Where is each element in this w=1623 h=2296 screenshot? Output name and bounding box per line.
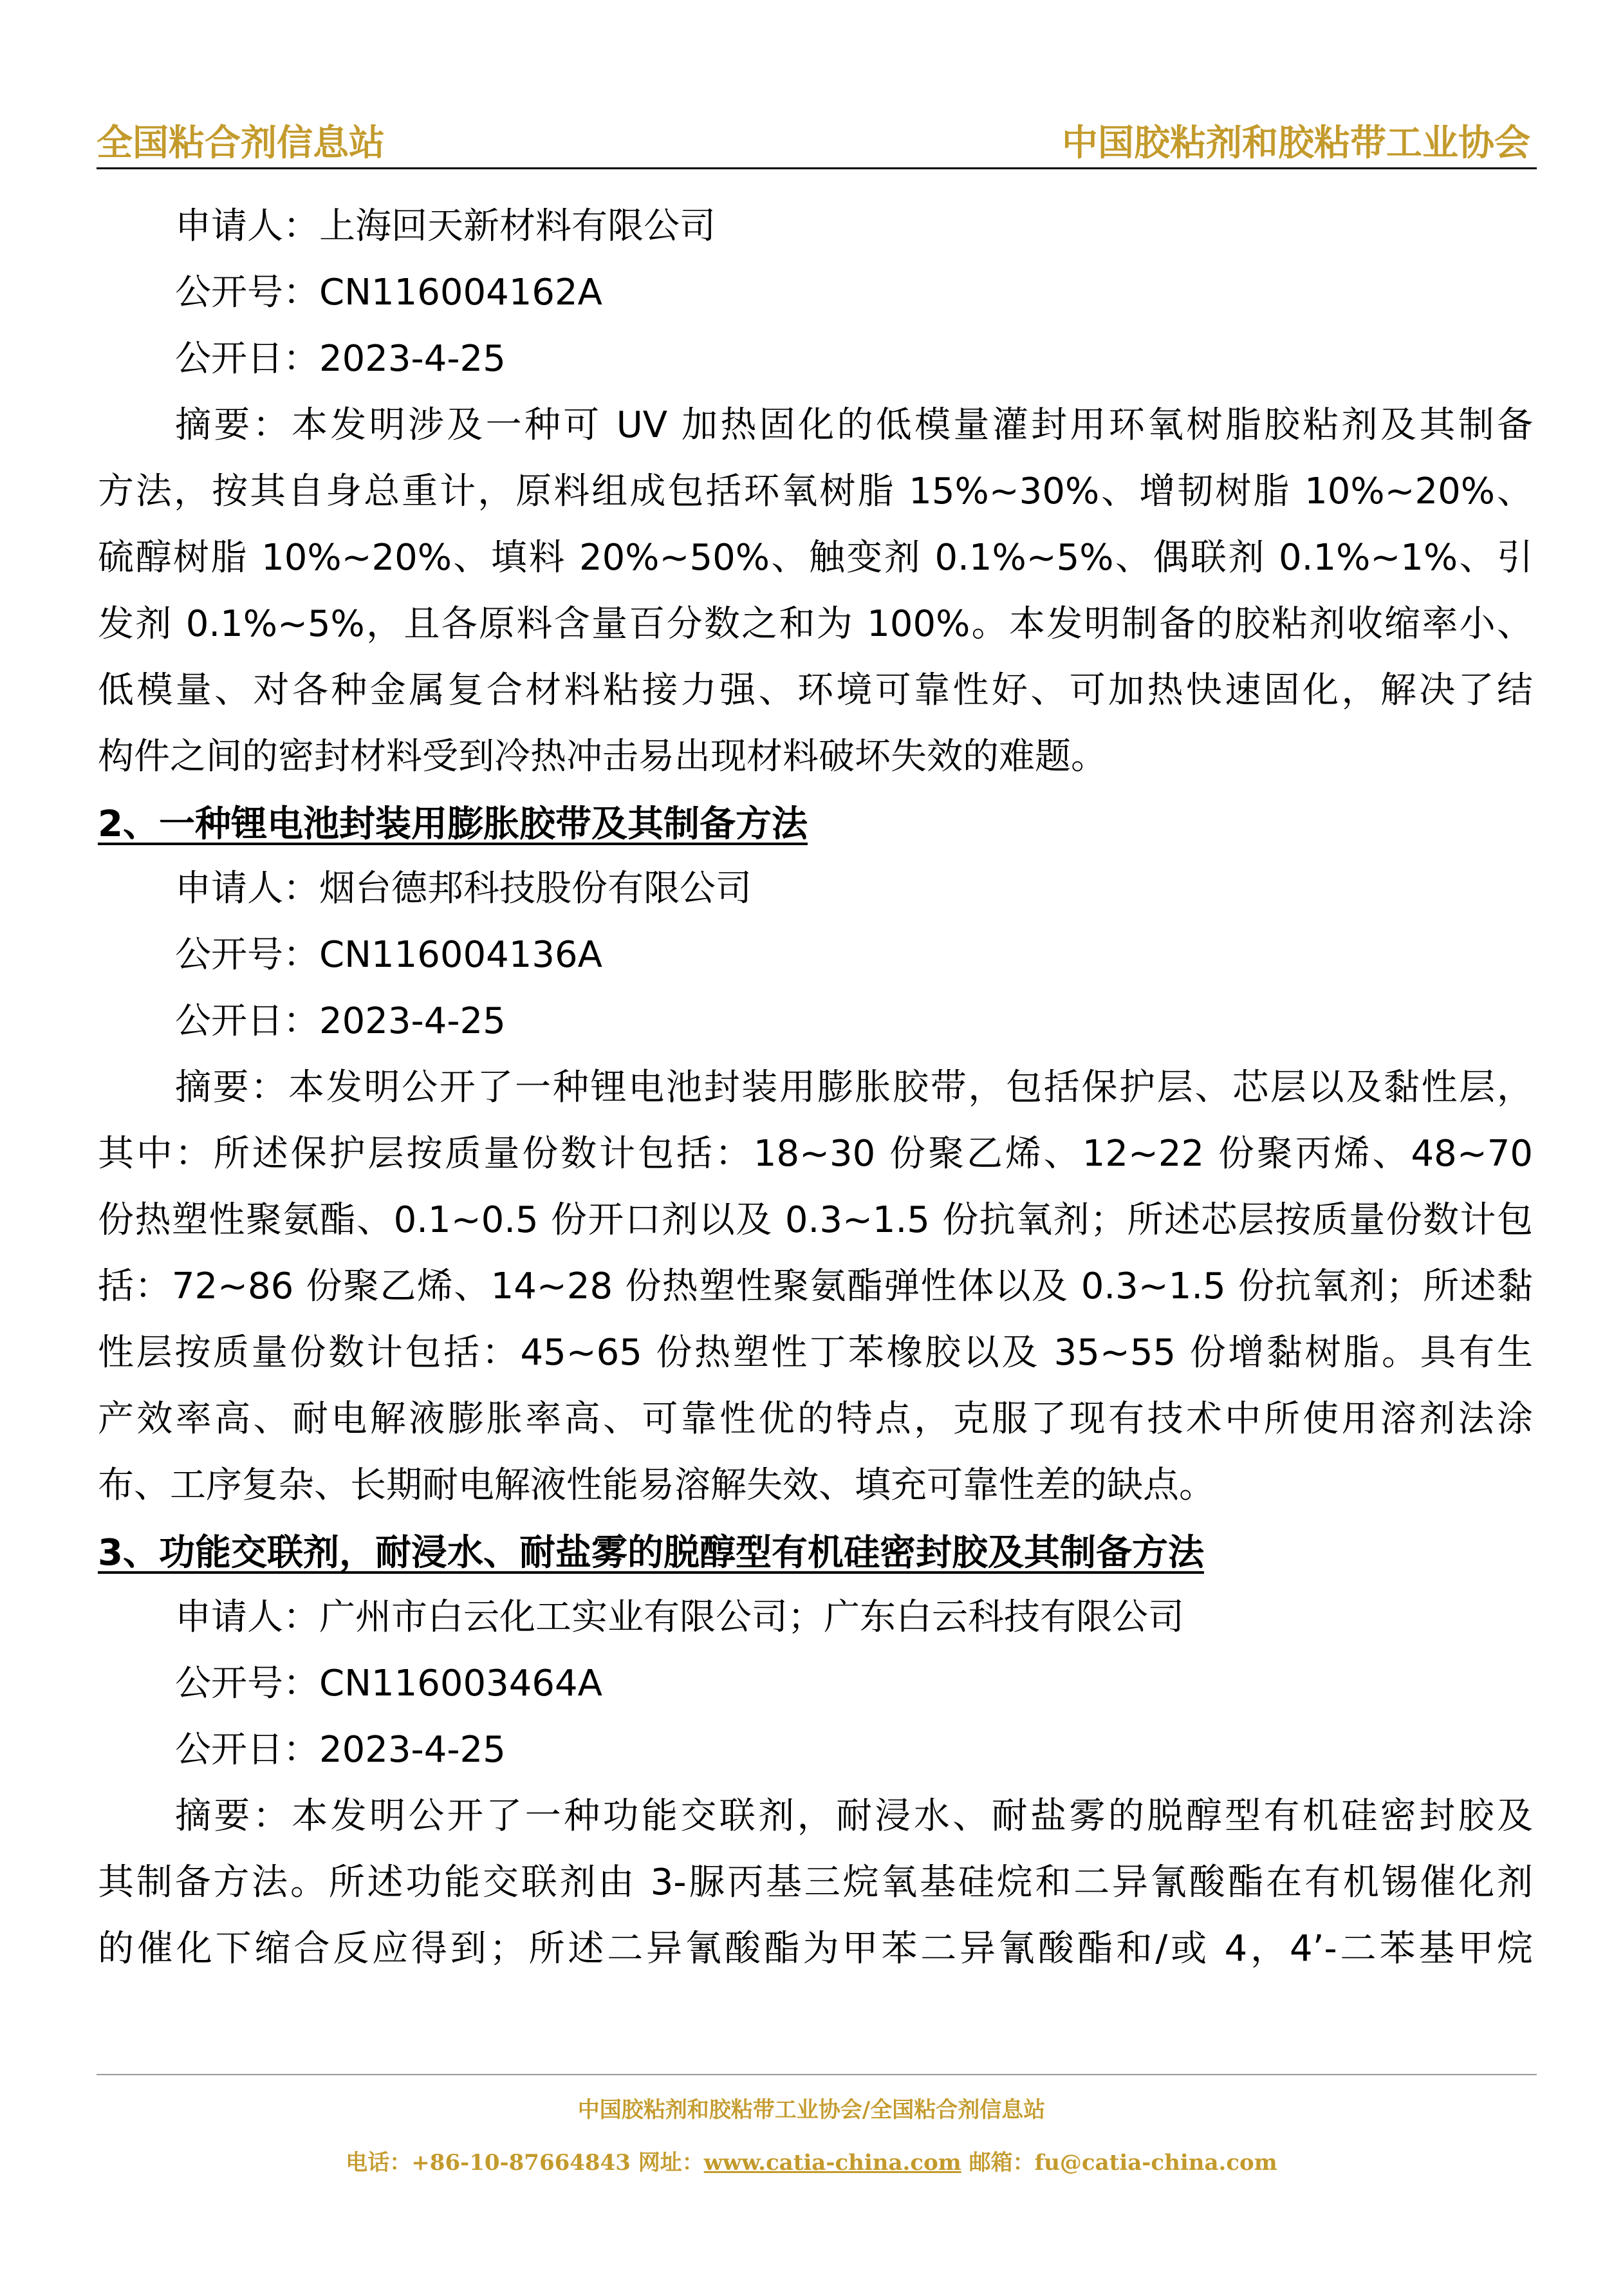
entry-2-abstract-line: 其中：所述保护层按质量份数计包括：18~30 份聚乙烯、12~22 份聚丙烯、48~70 — [98, 1133, 1533, 1175]
header-association-name: 中国胶粘剂和胶粘带工业协会 — [1062, 122, 1530, 164]
entry-3-title — [98, 1522, 1533, 1584]
entry-2-abstract-line: 性层按质量份数计包括：45~65 份热塑性丁苯橡胶以及 35~55 份增黏树脂。具有生 — [98, 1332, 1533, 1374]
entry-2-abstract-line: 布、工序复杂、长期耐电解液性能易溶解失效、填充可靠性差的缺点。 — [98, 1464, 1215, 1506]
entry-3-pub-date: 公开日：2023-4-25 — [175, 1729, 506, 1771]
entry-3-abstract-line: 其制备方法。所述功能交联剂由 3-脲丙基三烷氧基硅烷和二异氰酸酯在有机锡催化剂 — [98, 1862, 1533, 1903]
footer-phone: 电话：+86-10-87664843 网址： — [346, 2150, 704, 2176]
entry-2-title — [98, 794, 1533, 855]
header-site-name: 全国粘合剂信息站 — [97, 122, 385, 164]
entry-2-pub-date: 公开日：2023-4-25 — [175, 1000, 506, 1042]
entry-3-abstract-line: 摘要：本发明公开了一种功能交联剂，耐浸水、耐盐雾的脱醇型有机硅密封胶及 — [175, 1795, 1533, 1837]
entry-1-pub-date: 公开日：2023-4-25 — [175, 338, 506, 380]
entry-3-applicant: 申请人：广州市白云化工实业有限公司；广东白云科技有限公司 — [175, 1596, 1184, 1638]
entry-1-pub-no: 公开号：CN116004162A — [175, 272, 602, 313]
entry-1-abstract-line: 方法，按其自身总重计，原料组成包括环氧树脂 15%~30%、增韧树脂 10%~20%、 — [98, 471, 1533, 512]
entry-2-title-text: 2、一种锂电池封装用膨胀胶带及其制备方法 — [98, 803, 808, 845]
entry-2-abstract-line: 份热塑性聚氨酯、0.1~0.5 份开口剂以及 0.3~1.5 份抗氧剂；所述芯层按质量份数计包 — [98, 1199, 1533, 1241]
footer-email[interactable]: fu@catia-china.com — [1034, 2150, 1277, 2176]
entry-3-pub-no: 公开号：CN116003464A — [175, 1663, 602, 1704]
entry-1-abstract-line: 摘要：本发明涉及一种可 UV 加热固化的低模量灌封用环氧树脂胶粘剂及其制备 — [175, 404, 1533, 446]
footer-divider — [97, 2074, 1537, 2075]
entry-2-abstract-line: 括：72~86 份聚乙烯、14~28 份热塑性聚氨酯弹性体以及 0.3~1.5 份抗氧剂；所述黏 — [98, 1265, 1533, 1307]
entry-2-abstract-line: 摘要：本发明公开了一种锂电池封装用膨胀胶带，包括保护层、芯层以及黏性层， — [175, 1067, 1533, 1108]
entry-1-abstract-line: 构件之间的密封材料受到冷热冲击易出现材料破坏失效的难题。 — [98, 736, 1107, 778]
entry-2-pub-no: 公开号：CN116004136A — [175, 934, 602, 976]
entry-2-applicant: 申请人：烟台德邦科技股份有限公司 — [175, 868, 752, 910]
footer-contact — [0, 2145, 1623, 2176]
entry-3-abstract-line: 的催化下缩合反应得到；所述二异氰酸酯为甲苯二异氰酸酯和/或 4，4’-二苯基甲烷 — [98, 1928, 1533, 1970]
footer-organization: 中国胶粘剂和胶粘带工业协会/全国粘合剂信息站 — [577, 2097, 1046, 2123]
entry-1-abstract-line: 发剂 0.1%~5%，且各原料含量百分数之和为 100%。本发明制备的胶粘剂收缩率小、 — [98, 603, 1533, 645]
entry-3-title-text: 3、功能交联剂，耐浸水、耐盐雾的脱醇型有机硅密封胶及其制备方法 — [98, 1532, 1204, 1574]
entry-1-abstract-line: 硫醇树脂 10%~20%、填料 20%~50%、触变剂 0.1%~5%、偶联剂 0.1%~1%、引 — [98, 537, 1533, 579]
page-header — [97, 109, 1537, 169]
footer-website-link[interactable]: www.catia-china.com — [703, 2150, 961, 2176]
footer-email-label: 邮箱： — [961, 2150, 1035, 2176]
entry-2-abstract-line: 产效率高、耐电解液膨胀率高、可靠性优的特点，克服了现有技术中所使用溶剂法涂 — [98, 1398, 1533, 1440]
entry-1-abstract-line: 低模量、对各种金属复合材料粘接力强、环境可靠性好、可加热快速固化，解决了结 — [98, 669, 1533, 711]
entry-1-applicant: 申请人：上海回天新材料有限公司 — [175, 205, 716, 247]
document-body — [98, 193, 1533, 1982]
